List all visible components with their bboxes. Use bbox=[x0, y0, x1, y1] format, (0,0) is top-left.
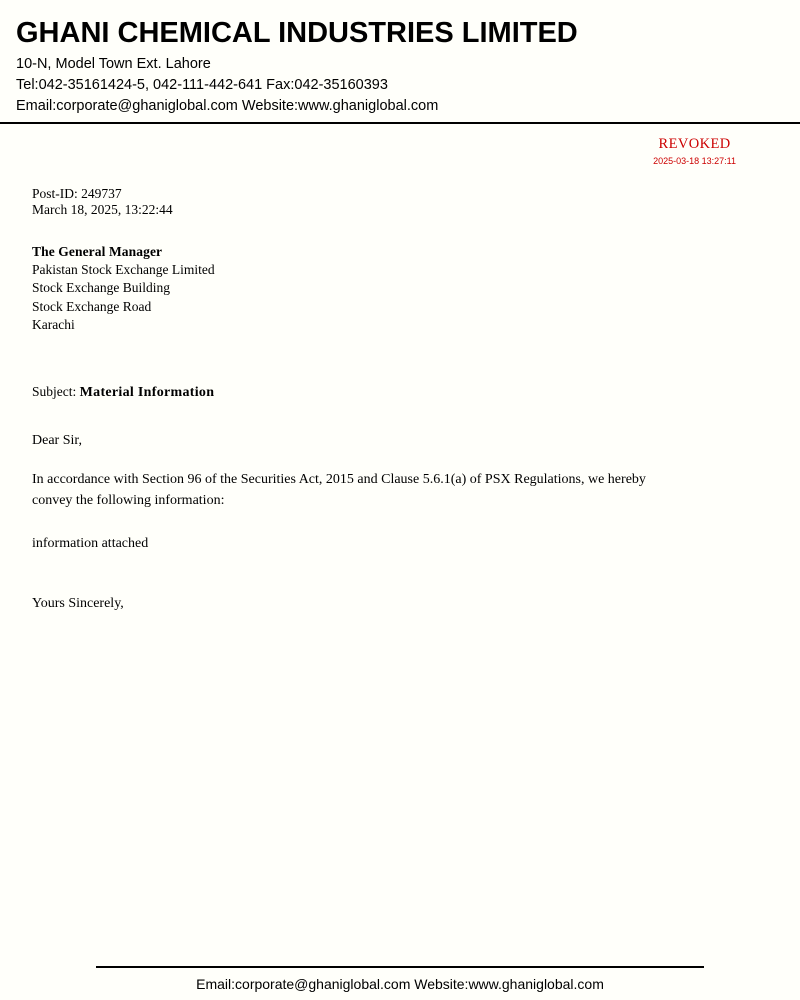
status-label: REVOKED bbox=[658, 136, 731, 152]
footer-divider bbox=[96, 966, 704, 968]
body-paragraph-1: In accordance with Section 96 of the Securities Act, 2015 and Clause 5.6.1(a) of PSX Regulations, we hereby convey the following information: bbox=[32, 472, 646, 509]
subject-label: Subject: bbox=[32, 384, 77, 400]
letter-body bbox=[32, 186, 760, 612]
recipient-org: Pakistan Stock Exchange Limited bbox=[32, 262, 215, 278]
company-name: GHANI CHEMICAL INDUSTRIES LIMITED bbox=[16, 17, 578, 49]
status-badge bbox=[653, 136, 736, 168]
company-phone: Tel:042-35161424-5, 042-111-442-641 Fax:042-35160393 bbox=[16, 77, 388, 94]
recipient-city: Karachi bbox=[32, 316, 75, 332]
header-divider bbox=[0, 122, 800, 124]
signoff: Yours Sincerely, bbox=[32, 596, 124, 612]
subject-line bbox=[32, 384, 760, 401]
status-timestamp: 2025-03-18 13:27:11 bbox=[653, 156, 736, 167]
subject-value: Material Information bbox=[79, 385, 215, 401]
salutation: Dear Sir, bbox=[32, 433, 82, 449]
company-contact: Email:corporate@ghaniglobal.com Website:www.ghaniglobal.com bbox=[16, 97, 439, 114]
recipient-title: The General Manager bbox=[32, 243, 163, 259]
letterhead bbox=[0, 0, 800, 116]
footer-contact: Email:corporate@ghaniglobal.com Website:www.ghaniglobal.com bbox=[196, 976, 604, 992]
recipient-building: Stock Exchange Building bbox=[32, 280, 170, 296]
recipient-street: Stock Exchange Road bbox=[32, 298, 152, 314]
body-paragraph-2: information attached bbox=[32, 536, 149, 552]
post-id: Post-ID: 249737 bbox=[32, 186, 122, 201]
letter-date: March 18, 2025, 13:22:44 bbox=[32, 202, 173, 218]
company-address: 10-N, Model Town Ext. Lahore bbox=[16, 56, 211, 73]
recipient-block bbox=[32, 243, 760, 334]
